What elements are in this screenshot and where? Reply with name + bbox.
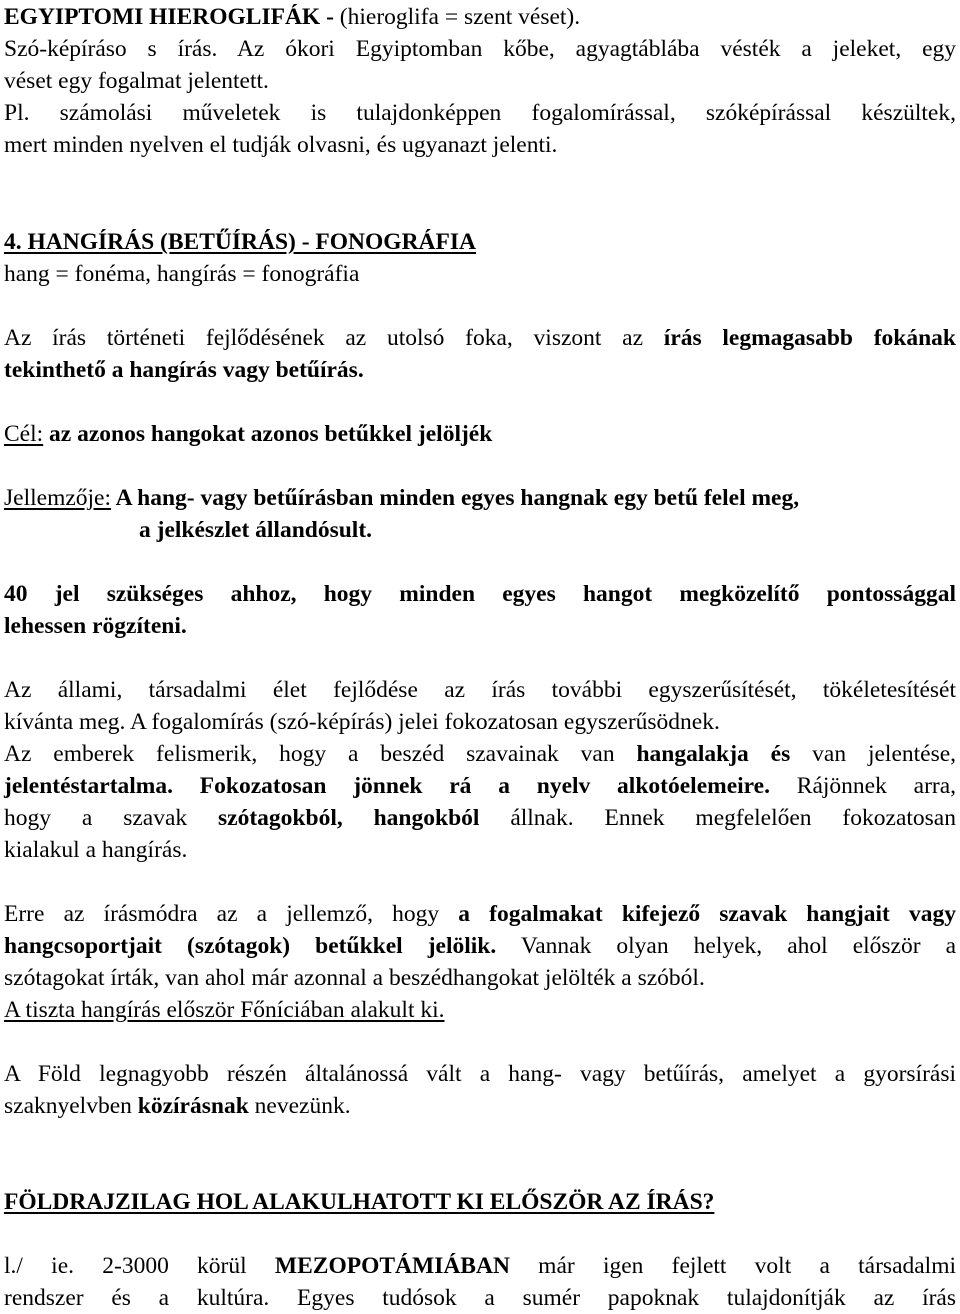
phoenicia-line: A tiszta hangírás először Főníciában alakult ki. [4, 997, 445, 1023]
mode-l1a: Erre az írásmódra az a jellemző, hogy [4, 901, 440, 927]
state-l3b: hangalakja és [636, 741, 791, 767]
egypt-heading-note: (hieroglifa = szent véset). [333, 4, 581, 30]
geo-l1c: már igen fejlett volt a társadalmi [538, 1253, 957, 1279]
section-title: 4. HANGÍRÁS (BETŰÍRÁS) - FONOGRÁFIA [4, 229, 476, 255]
egypt-line-3: véset egy fogalmat jelentett. [4, 68, 269, 94]
feature-text-1: A hang- vagy betűírásban minden egyes hangnak egy betű felel meg, [111, 485, 800, 511]
forty-signs-line-1: 40 jel szükséges ahhoz, hogy minden egyes hangot megközelítő pontossággal [4, 581, 956, 607]
geo-l1b: MEZOPOTÁMIÁBAN [274, 1253, 510, 1279]
earth-l2a: szaknyelvben [4, 1093, 132, 1119]
earth-l2b: közírásnak [137, 1093, 249, 1119]
geo-line-1 [4, 1251, 956, 1282]
p1-text-b: írás legmagasabb fokának [663, 325, 956, 351]
state-line-5 [4, 803, 956, 834]
state-l4c: Rájönnek arra, [796, 773, 957, 799]
mode-line-1 [4, 899, 956, 930]
state-l5a: hogy a szavak [4, 805, 188, 831]
mode-line-2 [4, 931, 956, 962]
mode-line-4 [4, 995, 956, 1026]
p1-text-a: Az írás történeti fejlődésének az utolsó foka, viszont az [4, 325, 644, 351]
egypt-line-4: Pl. számolási műveletek is tulajdonképpen fogalomírással, szóképírással készültek, [4, 100, 956, 126]
feature-line-1 [4, 483, 956, 514]
egypt-heading: EGYIPTOMI HIEROGLIFÁK - [4, 4, 334, 30]
mode-l2a: hangcsoportjait (szótagok) betűkkel jelölik. [4, 933, 497, 959]
forty-signs-line-2: lehessen rögzíteni. [4, 613, 187, 639]
state-l3c: van jelentése, [812, 741, 957, 767]
paragraph-1-line-2: tekinthető a hangírás vagy betűírás. [4, 357, 364, 383]
egypt-line-5: mert minden nyelven el tudják olvasni, és ugyanazt jelenti. [4, 132, 558, 158]
state-line-4 [4, 771, 956, 802]
earth-line-2 [4, 1091, 956, 1122]
state-line-2: kívánta meg. A fogalomírás (szó-képírás) jelei fokozatosan egyszerűsödnek. [4, 709, 720, 735]
state-line-6: kialakul a hangírás. [4, 837, 188, 863]
goal-line [4, 419, 956, 450]
egypt-heading-line [4, 2, 956, 33]
state-l4b: Fokozatosan jönnek rá a nyelv alkotóelemeire. [199, 773, 770, 799]
goal-label: Cél: [4, 421, 44, 447]
mode-l2b: Vannak olyan helyek, ahol először a [520, 933, 957, 959]
geo-l1a: l./ ie. 2-3000 körül [4, 1253, 247, 1279]
geo-line-2: rendszer és a kultúra. Egyes tudósok a sumér papoknak tulajdonítják az írás [4, 1285, 956, 1311]
state-line-3 [4, 739, 956, 770]
goal-text: az azonos hangokat azonos betűkkel jelöljék [43, 421, 493, 447]
earth-l2c: nevezünk. [254, 1093, 351, 1119]
paragraph-1-line-1 [4, 323, 956, 354]
earth-line-1: A Föld legnagyobb részén általánossá vált a hang- vagy betűírás, amelyet a gyorsírási [4, 1061, 956, 1087]
geo-heading: FÖLDRAJZILAG HOL ALAKULHATOTT KI ELŐSZÖR AZ ÍRÁS? [4, 1189, 715, 1215]
section-subtitle: hang = fonéma, hangírás = fonográfia [4, 261, 360, 287]
feature-label: Jellemzője: [4, 485, 112, 511]
state-l5c: állnak. Ennek megfelelően fokozatosan [510, 805, 956, 831]
state-l3a: Az emberek felismerik, hogy a beszéd szavainak van [4, 741, 615, 767]
state-l5b: szótagokból, hangokból [218, 805, 480, 831]
egypt-line-2: Szó-képíráso s írás. Az ókori Egyiptomban kőbe, agyagtáblába vésték a jeleket, egy [4, 36, 956, 62]
state-l4a: jelentéstartalma. [4, 773, 173, 799]
mode-l1b: a fogalmakat kifejező szavak hangjait vagy [458, 901, 956, 927]
mode-line-3: szótagokat írták, van ahol már azonnal a beszédhangokat jelölték a szóból. [4, 965, 705, 991]
feature-line-2: a jelkészlet állandósult. [139, 517, 373, 543]
state-line-1: Az állami, társadalmi élet fejlődése az írás további egyszerűsítését, tökéletesítését [4, 677, 956, 703]
